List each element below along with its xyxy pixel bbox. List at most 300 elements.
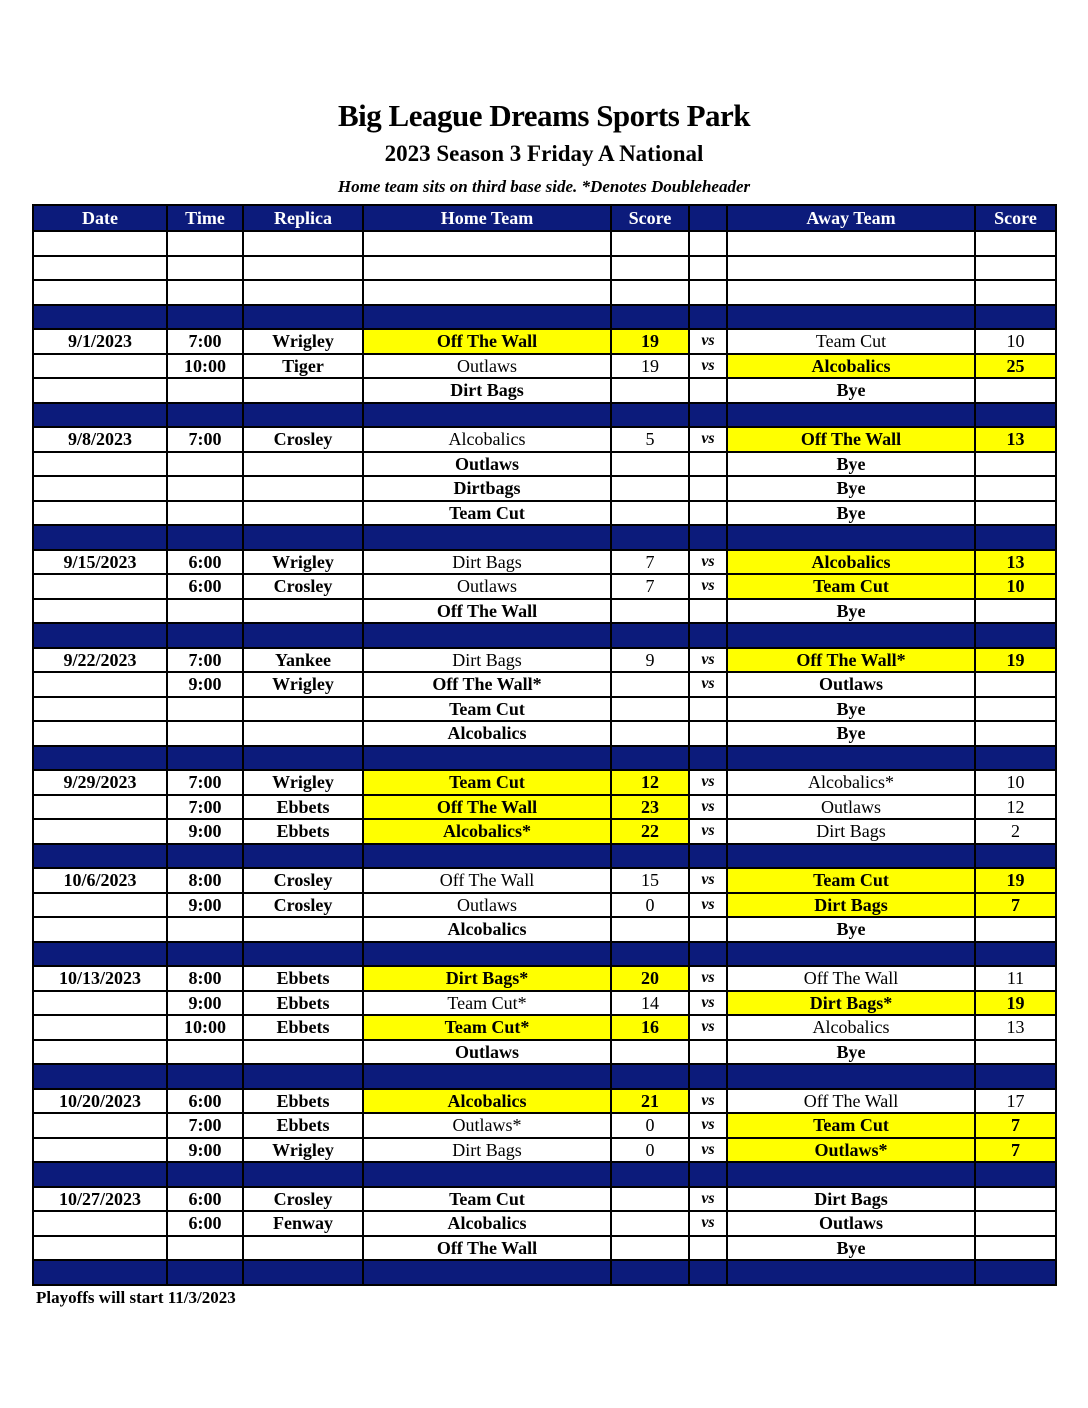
col-header-vs (689, 205, 727, 231)
home-team-cell: Outlaws (363, 452, 611, 477)
away-team-cell: Bye (727, 378, 975, 403)
away-team-cell: Off The Wall (727, 966, 975, 991)
date-cell: 10/13/2023 (33, 966, 167, 991)
away-team-cell: Bye (727, 501, 975, 526)
blank-cell (727, 256, 975, 281)
blank-cell (611, 280, 689, 305)
blank-cell (611, 256, 689, 281)
separator-cell (33, 525, 167, 550)
separator-cell (727, 305, 975, 330)
separator-cell (363, 305, 611, 330)
game-row (33, 1211, 1056, 1236)
home-team-cell: Team Cut* (363, 991, 611, 1016)
separator-cell (243, 942, 363, 967)
vs-cell: vs (689, 329, 727, 354)
blank-cell (33, 280, 167, 305)
time-cell: 6:00 (167, 550, 243, 575)
separator-cell (33, 305, 167, 330)
blank-cell (243, 256, 363, 281)
date-cell (33, 354, 167, 379)
away-team-cell: Outlaws* (727, 1138, 975, 1163)
separator-cell (727, 844, 975, 869)
col-header-time: Time (167, 205, 243, 231)
away-team-cell: Team Cut (727, 329, 975, 354)
date-cell (33, 795, 167, 820)
separator-cell (363, 525, 611, 550)
time-cell: 8:00 (167, 868, 243, 893)
replica-cell: Crosley (243, 893, 363, 918)
replica-cell: Crosley (243, 868, 363, 893)
home-team-cell: Dirt Bags (363, 1138, 611, 1163)
separator-cell (167, 623, 243, 648)
date-cell (33, 599, 167, 624)
game-row (33, 427, 1056, 452)
blank-cell (975, 256, 1056, 281)
home-score-cell: 20 (611, 966, 689, 991)
separator-cell (33, 1260, 167, 1285)
vs-cell (689, 378, 727, 403)
home-team-cell: Alcobalics (363, 917, 611, 942)
time-cell: 7:00 (167, 427, 243, 452)
vs-cell (689, 697, 727, 722)
table-header-row (33, 205, 1056, 231)
away-score-cell: 7 (975, 1138, 1056, 1163)
time-cell: 7:00 (167, 329, 243, 354)
separator-cell (363, 403, 611, 428)
blank-cell (727, 231, 975, 256)
home-score-cell: 5 (611, 427, 689, 452)
home-score-cell: 19 (611, 354, 689, 379)
away-score-cell: 10 (975, 574, 1056, 599)
separator-cell (975, 1260, 1056, 1285)
away-team-cell: Dirt Bags* (727, 991, 975, 1016)
separator-cell (33, 942, 167, 967)
date-cell (33, 991, 167, 1016)
blank-cell (363, 280, 611, 305)
home-score-cell: 0 (611, 1138, 689, 1163)
game-row (33, 1236, 1056, 1261)
away-score-cell (975, 378, 1056, 403)
away-team-cell: Bye (727, 476, 975, 501)
game-row (33, 991, 1056, 1016)
separator-cell (727, 623, 975, 648)
blank-cell (689, 256, 727, 281)
home-score-cell: 15 (611, 868, 689, 893)
col-header-away-score: Score (975, 205, 1056, 231)
col-header-home-score: Score (611, 205, 689, 231)
game-row (33, 966, 1056, 991)
time-cell: 7:00 (167, 795, 243, 820)
separator-cell (689, 403, 727, 428)
away-score-cell (975, 476, 1056, 501)
home-team-cell: Alcobalics (363, 427, 611, 452)
home-score-cell (611, 1211, 689, 1236)
col-header-away-team: Away Team (727, 205, 975, 231)
week-separator-row (33, 403, 1056, 428)
replica-cell: Ebbets (243, 795, 363, 820)
game-row (33, 329, 1056, 354)
playoffs-note: Playoffs will start 11/3/2023 (36, 1288, 236, 1307)
home-team-cell: Outlaws (363, 574, 611, 599)
game-row (33, 868, 1056, 893)
time-cell: 9:00 (167, 1138, 243, 1163)
vs-cell: vs (689, 672, 727, 697)
vs-cell (689, 1236, 727, 1261)
time-cell: 10:00 (167, 1015, 243, 1040)
home-score-cell: 16 (611, 1015, 689, 1040)
away-score-cell: 7 (975, 1113, 1056, 1138)
week-separator-row (33, 746, 1056, 771)
home-team-cell: Off The Wall (363, 329, 611, 354)
time-cell: 6:00 (167, 574, 243, 599)
blank-cell (689, 231, 727, 256)
separator-cell (243, 1064, 363, 1089)
replica-cell (243, 501, 363, 526)
vs-cell (689, 501, 727, 526)
vs-cell: vs (689, 1113, 727, 1138)
separator-cell (243, 1162, 363, 1187)
separator-cell (611, 1260, 689, 1285)
date-cell: 9/29/2023 (33, 770, 167, 795)
home-team-cell: Off The Wall (363, 599, 611, 624)
away-score-cell: 19 (975, 991, 1056, 1016)
replica-cell (243, 697, 363, 722)
replica-cell: Ebbets (243, 1089, 363, 1114)
away-team-cell: Team Cut (727, 868, 975, 893)
blank-cell (167, 231, 243, 256)
replica-cell: Fenway (243, 1211, 363, 1236)
replica-cell: Wrigley (243, 770, 363, 795)
game-row (33, 795, 1056, 820)
home-team-cell: Team Cut (363, 1187, 611, 1212)
separator-cell (243, 525, 363, 550)
away-team-cell: Team Cut (727, 1113, 975, 1138)
replica-cell (243, 476, 363, 501)
home-team-cell: Off The Wall (363, 1236, 611, 1261)
date-cell (33, 452, 167, 477)
separator-cell (167, 1260, 243, 1285)
separator-cell (611, 1162, 689, 1187)
home-team-cell: Outlaws* (363, 1113, 611, 1138)
vs-cell (689, 476, 727, 501)
away-team-cell: Bye (727, 599, 975, 624)
time-cell: 8:00 (167, 966, 243, 991)
away-score-cell: 10 (975, 770, 1056, 795)
separator-cell (975, 525, 1056, 550)
separator-cell (611, 525, 689, 550)
date-cell (33, 721, 167, 746)
home-team-cell: Off The Wall (363, 868, 611, 893)
game-row (33, 378, 1056, 403)
vs-cell: vs (689, 991, 727, 1016)
home-score-cell (611, 1236, 689, 1261)
home-score-cell (611, 917, 689, 942)
separator-cell (689, 623, 727, 648)
away-team-cell: Alcobalics (727, 550, 975, 575)
replica-cell: Ebbets (243, 1015, 363, 1040)
separator-cell (167, 844, 243, 869)
separator-cell (363, 1260, 611, 1285)
separator-cell (689, 1064, 727, 1089)
away-team-cell: Bye (727, 697, 975, 722)
date-cell: 9/22/2023 (33, 648, 167, 673)
date-cell (33, 1015, 167, 1040)
separator-cell (689, 305, 727, 330)
blank-row (33, 256, 1056, 281)
time-cell: 6:00 (167, 1089, 243, 1114)
away-score-cell: 7 (975, 893, 1056, 918)
separator-cell (243, 844, 363, 869)
game-row (33, 550, 1056, 575)
blank-cell (975, 231, 1056, 256)
time-cell (167, 452, 243, 477)
blank-cell (363, 256, 611, 281)
away-score-cell: 19 (975, 868, 1056, 893)
separator-cell (363, 1162, 611, 1187)
replica-cell: Wrigley (243, 1138, 363, 1163)
separator-cell (33, 623, 167, 648)
time-cell: 6:00 (167, 1211, 243, 1236)
home-score-cell (611, 697, 689, 722)
away-score-cell: 11 (975, 966, 1056, 991)
separator-cell (727, 403, 975, 428)
away-team-cell: Team Cut (727, 574, 975, 599)
vs-cell: vs (689, 354, 727, 379)
separator-cell (611, 1064, 689, 1089)
separator-cell (727, 942, 975, 967)
page-title: Big League Dreams Sports Park (337, 98, 751, 133)
away-team-cell: Outlaws (727, 672, 975, 697)
game-row (33, 917, 1056, 942)
vs-cell: vs (689, 1187, 727, 1212)
separator-cell (727, 1162, 975, 1187)
date-cell (33, 819, 167, 844)
home-score-cell: 9 (611, 648, 689, 673)
separator-cell (243, 623, 363, 648)
home-team-cell: Off The Wall* (363, 672, 611, 697)
vs-cell: vs (689, 819, 727, 844)
separator-cell (975, 844, 1056, 869)
date-cell (33, 1211, 167, 1236)
replica-cell (243, 721, 363, 746)
replica-cell: Crosley (243, 574, 363, 599)
away-score-cell: 17 (975, 1089, 1056, 1114)
time-cell: 6:00 (167, 1187, 243, 1212)
blank-cell (363, 231, 611, 256)
game-row (33, 1040, 1056, 1065)
vs-cell: vs (689, 648, 727, 673)
vs-cell (689, 917, 727, 942)
away-score-cell (975, 1040, 1056, 1065)
week-separator-row (33, 623, 1056, 648)
vs-cell: vs (689, 770, 727, 795)
replica-cell: Wrigley (243, 550, 363, 575)
game-row (33, 672, 1056, 697)
replica-cell: Ebbets (243, 819, 363, 844)
separator-cell (975, 1162, 1056, 1187)
date-cell (33, 1040, 167, 1065)
vs-cell: vs (689, 893, 727, 918)
schedule-table (32, 204, 1057, 1286)
replica-cell: Crosley (243, 1187, 363, 1212)
home-score-cell (611, 1040, 689, 1065)
separator-cell (243, 746, 363, 771)
vs-cell: vs (689, 574, 727, 599)
away-team-cell: Dirt Bags (727, 893, 975, 918)
away-score-cell (975, 672, 1056, 697)
replica-cell: Ebbets (243, 966, 363, 991)
home-score-cell: 0 (611, 1113, 689, 1138)
replica-cell (243, 452, 363, 477)
home-score-cell: 22 (611, 819, 689, 844)
away-score-cell (975, 721, 1056, 746)
separator-cell (689, 1162, 727, 1187)
replica-cell (243, 1236, 363, 1261)
separator-cell (975, 403, 1056, 428)
separator-cell (611, 623, 689, 648)
away-score-cell (975, 1211, 1056, 1236)
page-subtitle: 2023 Season 3 Friday A National (384, 141, 704, 166)
home-team-cell: Off The Wall (363, 795, 611, 820)
blank-cell (243, 231, 363, 256)
vs-cell: vs (689, 795, 727, 820)
separator-cell (727, 1064, 975, 1089)
away-team-cell: Bye (727, 721, 975, 746)
col-header-date: Date (33, 205, 167, 231)
game-row (33, 648, 1056, 673)
away-team-cell: Bye (727, 452, 975, 477)
home-score-cell (611, 672, 689, 697)
separator-cell (243, 1260, 363, 1285)
separator-cell (33, 746, 167, 771)
separator-cell (689, 1260, 727, 1285)
game-row (33, 452, 1056, 477)
vs-cell: vs (689, 1015, 727, 1040)
away-team-cell: Alcobalics (727, 354, 975, 379)
separator-cell (611, 942, 689, 967)
time-cell (167, 476, 243, 501)
home-score-cell: 14 (611, 991, 689, 1016)
separator-cell (243, 403, 363, 428)
separator-cell (611, 305, 689, 330)
separator-cell (727, 746, 975, 771)
separator-cell (727, 525, 975, 550)
home-team-cell: Alcobalics (363, 721, 611, 746)
blank-row (33, 231, 1056, 256)
separator-cell (975, 623, 1056, 648)
home-score-cell: 0 (611, 893, 689, 918)
game-row (33, 697, 1056, 722)
away-team-cell: Outlaws (727, 1211, 975, 1236)
time-cell: 9:00 (167, 819, 243, 844)
separator-cell (167, 1064, 243, 1089)
week-separator-row (33, 305, 1056, 330)
separator-cell (611, 844, 689, 869)
week-separator-row (33, 1064, 1056, 1089)
separator-cell (975, 746, 1056, 771)
date-cell (33, 893, 167, 918)
date-cell (33, 697, 167, 722)
schedule-note: Home team sits on third base side. *Denotes Doubleheader (337, 177, 751, 196)
separator-cell (363, 623, 611, 648)
separator-cell (689, 942, 727, 967)
away-score-cell (975, 917, 1056, 942)
date-cell: 10/27/2023 (33, 1187, 167, 1212)
home-score-cell (611, 452, 689, 477)
home-score-cell (611, 1187, 689, 1212)
vs-cell: vs (689, 427, 727, 452)
time-cell (167, 1236, 243, 1261)
separator-cell (33, 403, 167, 428)
vs-cell (689, 1040, 727, 1065)
home-team-cell: Dirt Bags (363, 550, 611, 575)
separator-cell (243, 305, 363, 330)
game-row (33, 599, 1056, 624)
replica-cell: Wrigley (243, 672, 363, 697)
time-cell (167, 599, 243, 624)
time-cell (167, 1040, 243, 1065)
blank-cell (33, 256, 167, 281)
week-separator-row (33, 844, 1056, 869)
away-score-cell (975, 697, 1056, 722)
game-row (33, 893, 1056, 918)
time-cell: 7:00 (167, 770, 243, 795)
home-score-cell (611, 599, 689, 624)
separator-cell (611, 746, 689, 771)
blank-row (33, 280, 1056, 305)
game-row (33, 1089, 1056, 1114)
away-team-cell: Alcobalics (727, 1015, 975, 1040)
blank-cell (975, 280, 1056, 305)
blank-cell (33, 231, 167, 256)
home-score-cell (611, 721, 689, 746)
vs-cell (689, 452, 727, 477)
vs-cell (689, 721, 727, 746)
separator-cell (611, 403, 689, 428)
home-score-cell (611, 476, 689, 501)
away-score-cell (975, 1187, 1056, 1212)
date-cell (33, 672, 167, 697)
schedule-body (33, 231, 1056, 1285)
separator-cell (689, 525, 727, 550)
away-team-cell: Bye (727, 1040, 975, 1065)
replica-cell (243, 378, 363, 403)
home-team-cell: Team Cut* (363, 1015, 611, 1040)
away-team-cell: Bye (727, 1236, 975, 1261)
home-score-cell: 19 (611, 329, 689, 354)
separator-cell (167, 305, 243, 330)
home-team-cell: Alcobalics (363, 1211, 611, 1236)
home-score-cell (611, 501, 689, 526)
game-row (33, 721, 1056, 746)
separator-cell (167, 525, 243, 550)
home-score-cell: 21 (611, 1089, 689, 1114)
separator-cell (167, 942, 243, 967)
blank-cell (689, 280, 727, 305)
replica-cell (243, 599, 363, 624)
game-row (33, 819, 1056, 844)
time-cell: 9:00 (167, 991, 243, 1016)
vs-cell: vs (689, 1211, 727, 1236)
time-cell: 7:00 (167, 648, 243, 673)
time-cell (167, 378, 243, 403)
date-cell (33, 574, 167, 599)
away-team-cell: Dirt Bags (727, 1187, 975, 1212)
time-cell: 7:00 (167, 1113, 243, 1138)
game-row (33, 1138, 1056, 1163)
separator-cell (363, 1064, 611, 1089)
home-team-cell: Outlaws (363, 1040, 611, 1065)
